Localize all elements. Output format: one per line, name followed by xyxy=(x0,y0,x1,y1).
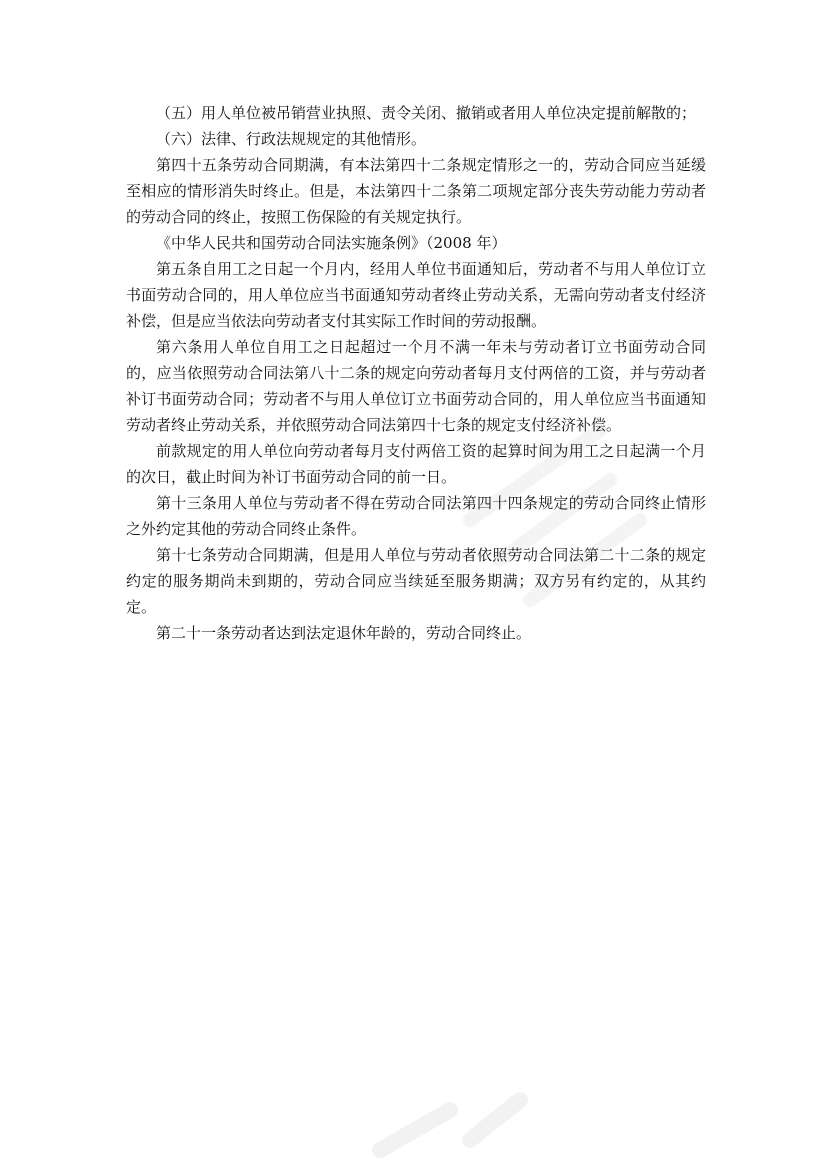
paragraph-5: 第五条自用工之日起一个月内，经用人单位书面通知后，劳动者不与用人单位订立书面劳动合同的，用人单位应当书面通知劳动者终止劳动关系，无需向劳动者支付经济补偿，但是应当依法向劳动者支付其实际工作时间的劳动报酬。 xyxy=(126,260,706,330)
paragraph-8: 第十三条用人单位与劳动者不得在劳动合同法第四十四条规定的劳动合同终止情形之外约定其他的劳动合同终止条件。 xyxy=(126,494,706,538)
document-body xyxy=(126,100,706,646)
paragraph-2: （六）法律、行政法规规定的其他情形。 xyxy=(156,130,427,148)
paragraph-7: 前款规定的用人单位向劳动者每月支付两倍工资的起算时间为用工之日起满一个月的次日，截止时间为补订书面劳动合同的前一日。 xyxy=(126,442,706,486)
watermark-bottom xyxy=(380,1100,520,1150)
paragraph-10: 第二十一条劳动者达到法定退休年龄的，劳动合同终止。 xyxy=(156,624,532,642)
paragraph-3: 第四十五条劳动合同期满，有本法第四十二条规定情形之一的，劳动合同应当延缓至相应的情形消失时终止。但是，本法第四十二条第二项规定部分丧失劳动能力劳动者的劳动合同的终止，按照工伤保险的有关规定执行。 xyxy=(126,156,706,226)
paragraph-6: 第六条用人单位自用工之日起超过一个月不满一年未与劳动者订立书面劳动合同的，应当依照劳动合同法第八十二条的规定向劳动者每月支付两倍的工资，并与劳动者补订书面劳动合同；劳动者不与用人单位订立书面劳动合同的，用人单位应当书面通知劳动者终止劳动关系，并依照劳动合同法第四十七条的规定支付经济补偿。 xyxy=(126,338,706,434)
paragraph-4-regulation-title: 《中华人民共和国劳动合同法实施条例》（2008 年） xyxy=(156,234,507,252)
paragraph-1: （五）用人单位被吊销营业执照、责令关闭、撤销或者用人单位决定提前解散的； xyxy=(156,104,697,122)
paragraph-9: 第十七条劳动合同期满，但是用人单位与劳动者依照劳动合同法第二十二条的规定约定的服务期尚未到期的，劳动合同应当续延至服务期满；双方另有约定的，从其约定。 xyxy=(126,546,706,616)
